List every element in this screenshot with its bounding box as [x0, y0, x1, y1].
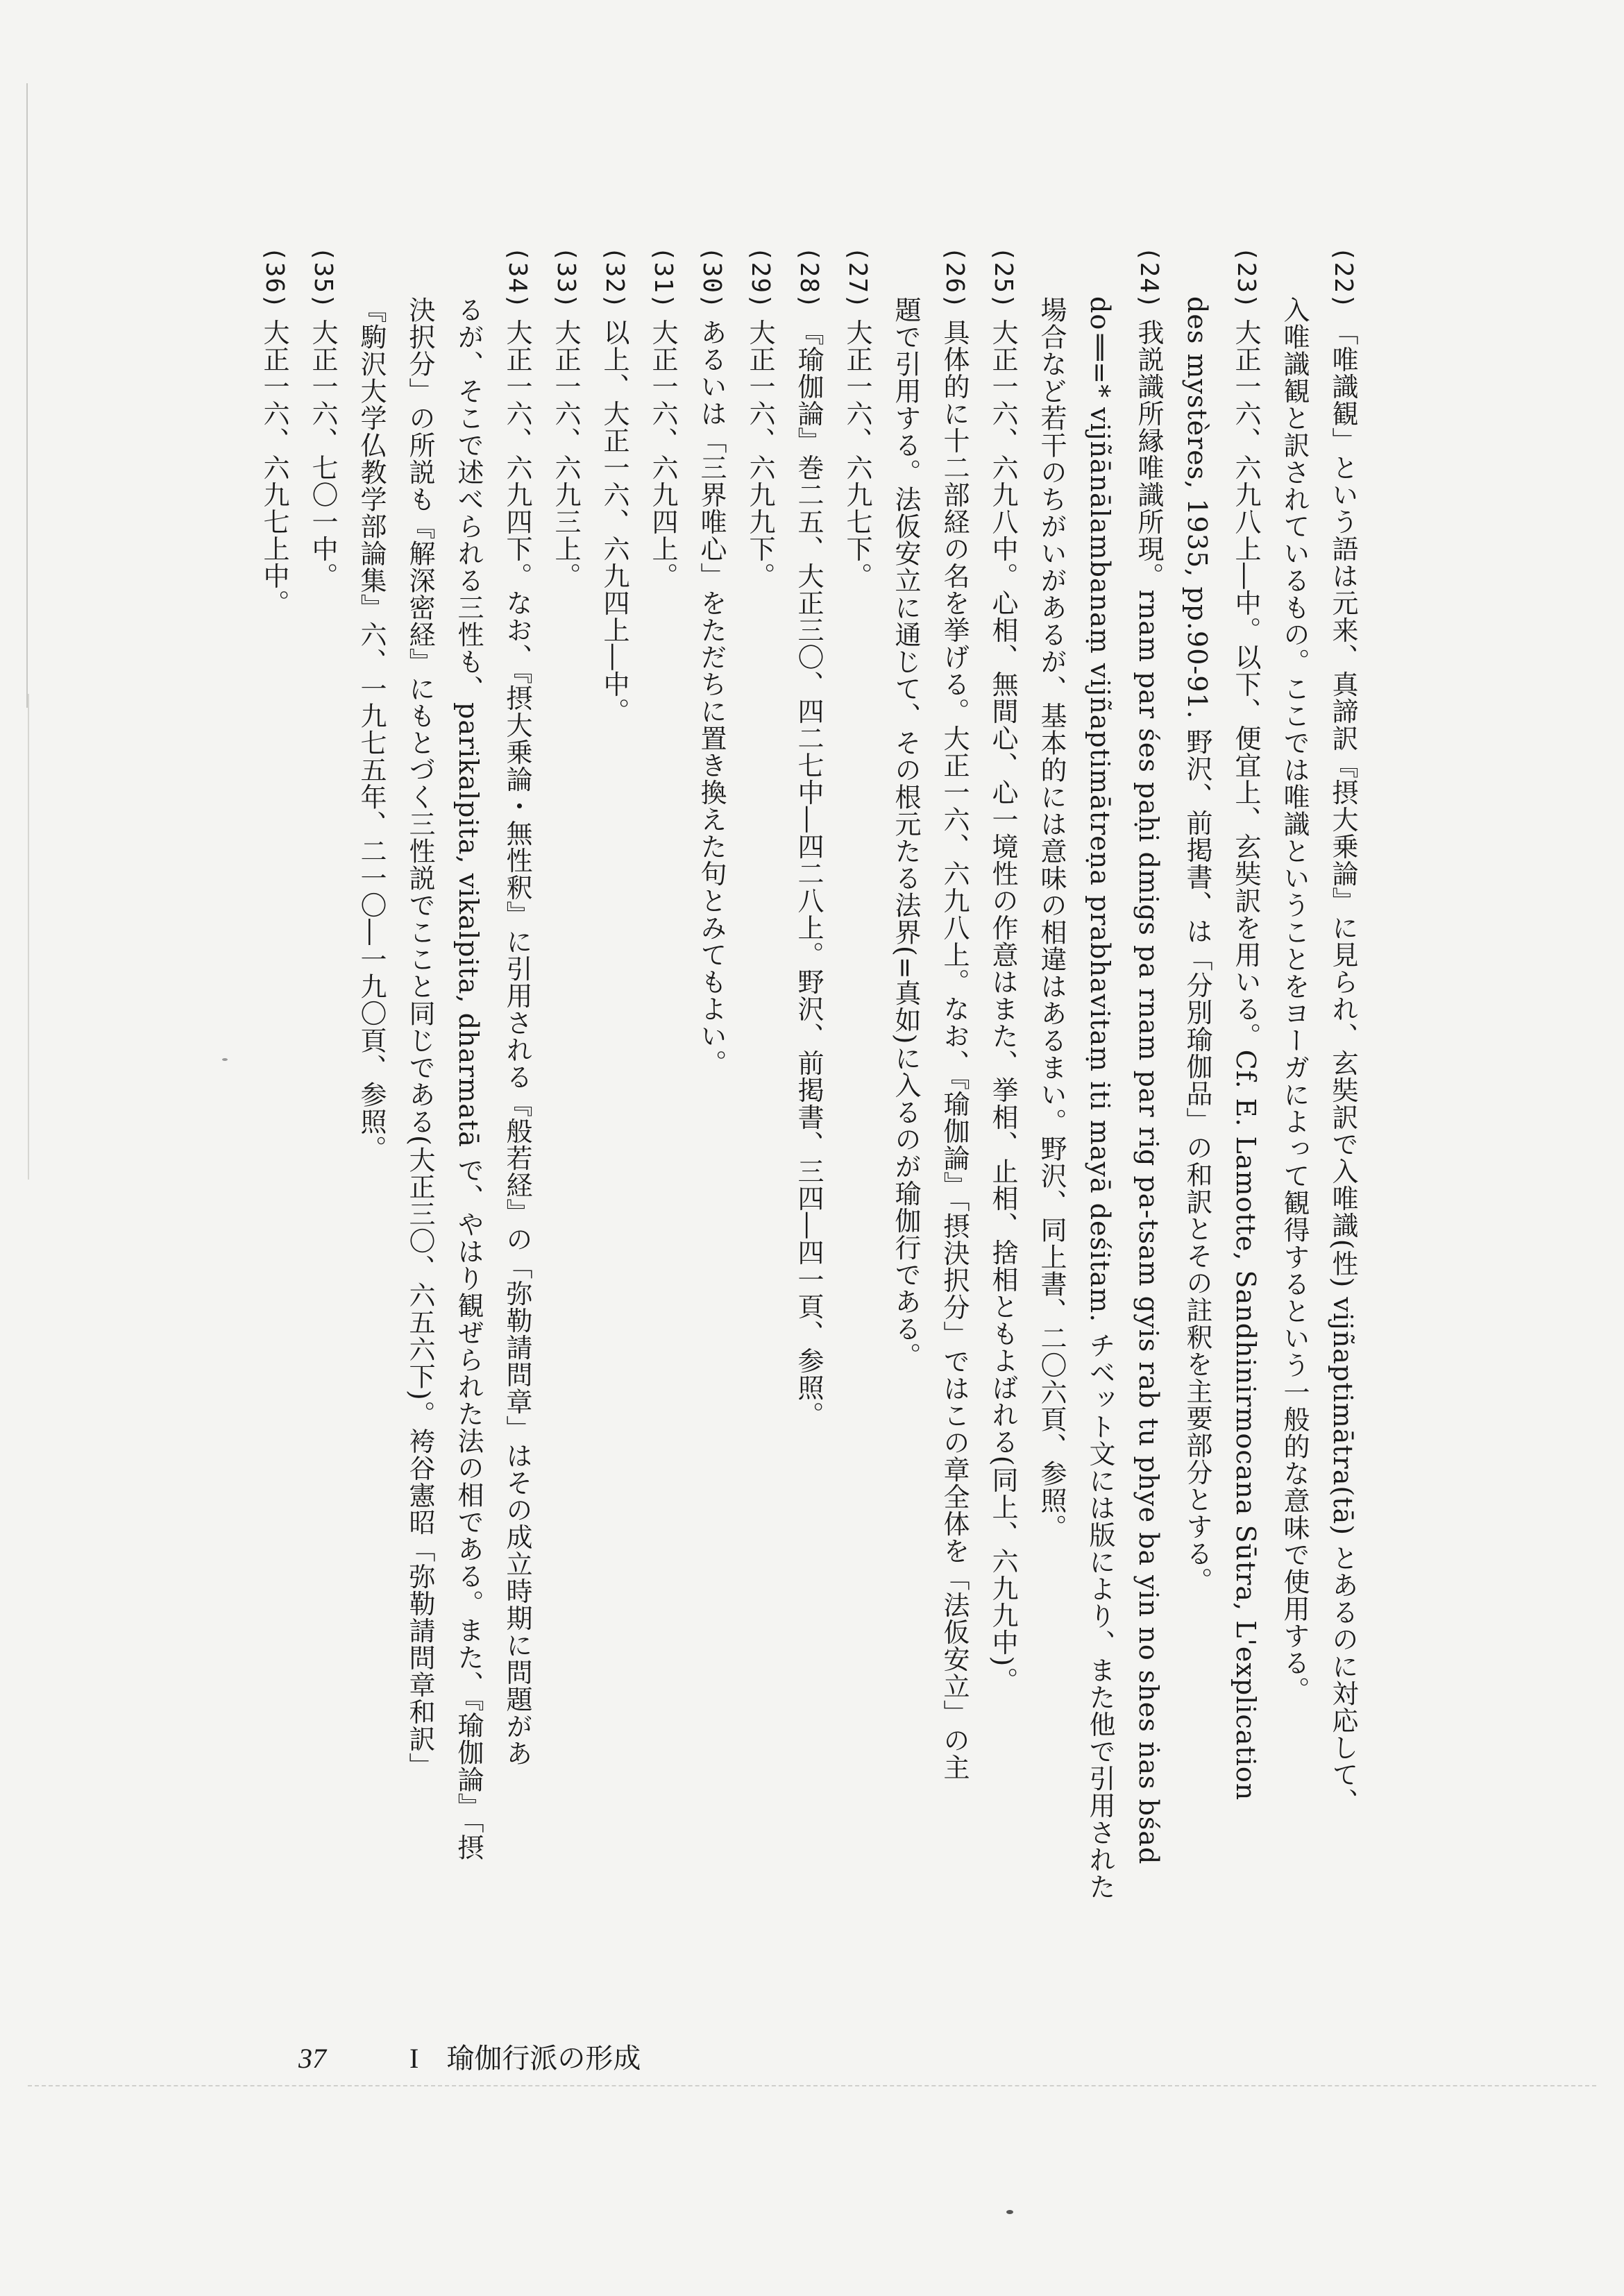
- binding-line: [26, 83, 28, 708]
- endnote-continuation: [1076, 246, 1124, 1900]
- endnote-line: [784, 246, 833, 1884]
- endnote-text: 我説識所縁唯識所現。rnam par śes paḥi dmigs pa rnam par rig pa-tsam gyis rab tu phye ba yin no shes ṅas bśad: [1133, 318, 1164, 1865]
- endnote-number: (32): [600, 246, 629, 309]
- binding-line: [28, 694, 29, 1180]
- endnote-line: [736, 246, 784, 1884]
- endnote-continuation: [881, 246, 930, 1884]
- endnote-number: (35): [309, 246, 337, 309]
- endnote-line: [493, 246, 541, 1884]
- endnote-line: [930, 246, 979, 1884]
- endnotes-block: [250, 246, 1367, 1900]
- endnote-text: 『瑜伽論』巻二五、大正三〇、四二七中―四二八上。野沢、前掲書、三四―四一頁、参照。: [793, 318, 824, 1429]
- endnote-number: (28): [795, 246, 823, 309]
- endnote-continuation: [1270, 246, 1319, 1884]
- running-footer: [298, 2036, 641, 2076]
- endnote-number: (23): [1232, 246, 1260, 309]
- endnote-number: (22): [1329, 246, 1357, 309]
- endnote-continuation: [444, 246, 493, 1884]
- endnote-text: 『駒沢大学仏教学部論集』六、一九七五年、二一〇―一九〇頁、参照。: [356, 296, 387, 1162]
- endnote-text: 大正一六、六九四下。なお、『摂大乗論・無性釈』に引用される『般若経』の「弥勒請問章」はその成立時期に問題があ: [502, 318, 532, 1767]
- endnote-text: des mystères, 1935, pp.90-91. 野沢、前掲書、は「分別瑜伽品」の和訳とその註釈を主要部分とする。: [1182, 296, 1212, 1595]
- endnote-continuation: [396, 246, 444, 1884]
- endnote-number: (30): [697, 246, 726, 309]
- endnote-number: (34): [503, 246, 532, 309]
- endnote-line: [250, 246, 298, 1884]
- endnote-text: 題で引用する。法仮安立に通じて、その根元たる法界(=真如)に入るのが瑜伽行である。: [890, 296, 921, 1370]
- endnote-number: (24): [1135, 246, 1163, 309]
- endnote-text: 大正一六、六九三上。: [550, 318, 581, 590]
- endnote-text: 決択分」の所説も『解深密経』にもとづく三性説でここと同じである(大正三〇、六五六下)。袴谷憲昭「弥勒請問章和訳」: [405, 296, 435, 1780]
- endnote-line: [833, 246, 881, 1884]
- endnote-text: 以上、大正一六、六九四上―中。: [599, 318, 629, 725]
- endnote-continuation: [347, 246, 396, 1884]
- footer-rule: [28, 2085, 1596, 2086]
- endnote-line: [541, 246, 590, 1884]
- endnote-number: (26): [940, 246, 969, 309]
- endnote-text: 入唯識観と訳されているもの。ここでは唯識ということをヨーガによって観得するという一般的な意味で使用する。: [1279, 296, 1310, 1703]
- endnote-text: あるいは「三界唯心」をただちに置き換えた句とみてもよい。: [696, 318, 727, 1077]
- endnote-text: 具体的に十二部経の名を挙げる。大正一六、六九八上。なお、『瑜伽論』「摂決択分」ではこの章全体を「法仮安立」の主: [939, 318, 970, 1781]
- endnote-text: 大正一六、六九七下。: [842, 318, 872, 590]
- ink-smudge: [1006, 2210, 1013, 2214]
- endnote-continuation: [1027, 246, 1076, 1884]
- page-number: 37: [298, 2043, 326, 2074]
- endnote-continuation: [1173, 246, 1221, 1884]
- endnote-line: [590, 246, 638, 1884]
- endnote-text: 場合など若干のちがいがあるが、基本的には意味の相違はあるまい。野沢、同上書、二〇六頁、参照。: [1036, 296, 1067, 1541]
- endnote-text: 大正一六、七〇一中。: [307, 318, 338, 590]
- chapter-number: I: [409, 2043, 419, 2074]
- chapter-title: 瑜伽行派の形成: [446, 2043, 641, 2075]
- endnote-line: [1221, 246, 1270, 1884]
- endnote-text: 大正一六、六九八中。心相、無間心、心一境性の作意はまた、挙相、止相、捨相ともよばれる(同上、六九九中)。: [988, 318, 1018, 1694]
- endnote-text: 大正一六、六九四上。: [648, 318, 678, 590]
- endnote-line: [1319, 246, 1367, 1884]
- endnote-text: do‖=* vijñānālambanaṃ vijñaptimātreṇa prabhavitaṃ iti mayā deśitam. チベット文には版により、また他で引用された: [1085, 296, 1115, 1900]
- endnote-text: 「唯識観」という語は元来、真諦訳『摂大乗論』に見られ、玄奘訳で入唯識(性) vijñaptimātra(tā) とあるのに対応して、: [1328, 318, 1358, 1816]
- endnote-line: [638, 246, 687, 1884]
- endnote-text: 大正一六、六九七上中。: [259, 318, 289, 617]
- endnote-text: 大正一六、六九八上―中。以下、便宜上、玄奘訳を用いる。Cf. E. Lamotte, Sandhinirmocana Sūtra, L'explication: [1230, 318, 1261, 1801]
- endnote-line: [979, 246, 1027, 1884]
- ink-smudge: [222, 1058, 228, 1061]
- endnote-text: るが、そこで述べられる三性も、parikalpita, vikalpita, dharmatā で、やはり観ぜられた法の相である。また、『瑜伽論』「摂: [453, 296, 484, 1862]
- endnote-number: (36): [260, 246, 289, 309]
- endnote-number: (31): [649, 246, 677, 309]
- endnote-number: (27): [843, 246, 872, 309]
- endnote-number: (29): [746, 246, 775, 309]
- endnote-line: [1124, 246, 1173, 1884]
- endnote-number: (33): [552, 246, 580, 309]
- endnote-line: [687, 246, 736, 1884]
- endnote-text: 大正一六、六九九下。: [745, 318, 775, 590]
- endnote-line: [298, 246, 347, 1884]
- endnote-number: (25): [989, 246, 1017, 309]
